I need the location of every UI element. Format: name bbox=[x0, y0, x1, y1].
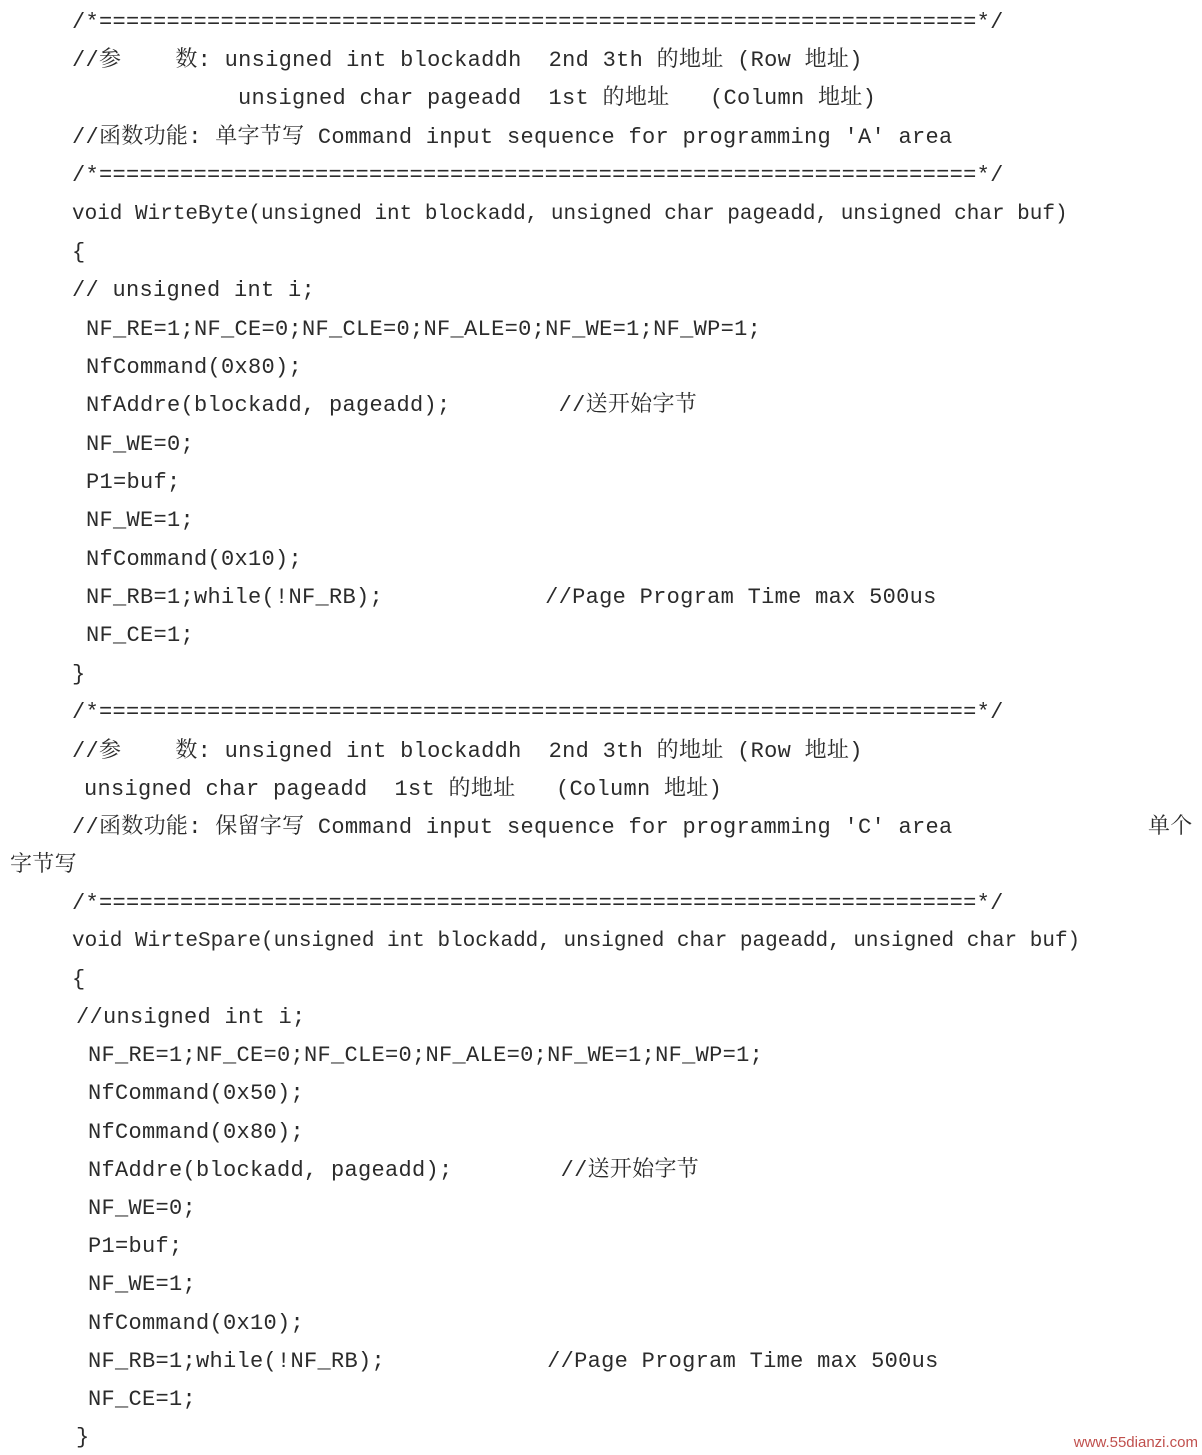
watermark: www.55dianzi.com bbox=[1073, 1434, 1198, 1451]
code-line: P1=buf; bbox=[86, 470, 181, 495]
comment-function-wrap: 字节写 bbox=[10, 853, 77, 878]
code-line: NF_WE=0; bbox=[88, 1196, 197, 1221]
function-signature: void WirteSpare(unsigned int blockadd, unsigned char pageadd, unsigned char buf) bbox=[72, 930, 1081, 953]
code-line: } bbox=[76, 1425, 90, 1450]
code-line: // unsigned int i; bbox=[72, 278, 316, 303]
comment-params-cont: unsigned char pageadd 1st 的地址 (Column 地址) bbox=[84, 777, 723, 802]
comment-function: //函数功能: 单字节写 Command input sequence for programming 'A' area bbox=[72, 125, 953, 150]
comment-params: //参 数: unsigned int blockaddh 2nd 3th 的地址 (Row 地址) bbox=[72, 739, 863, 764]
code-line: NF_RB=1;while(!NF_RB); //Page Program Time max 500us bbox=[86, 585, 937, 610]
code-line: //unsigned int i; bbox=[76, 1005, 306, 1030]
comment-function: //函数功能: 保留字写 Command input sequence for programming 'C' area bbox=[72, 815, 953, 840]
code-line: { bbox=[72, 967, 86, 992]
code-line: P1=buf; bbox=[88, 1234, 183, 1259]
comment-divider: /*=================================================================*/ bbox=[72, 700, 1004, 725]
code-line: NfCommand(0x80); bbox=[86, 355, 303, 380]
code-line: NF_RE=1;NF_CE=0;NF_CLE=0;NF_ALE=0;NF_WE=1;NF_WP=1; bbox=[88, 1043, 764, 1068]
comment-params: //参 数: unsigned int blockaddh 2nd 3th 的地址 (Row 地址) bbox=[72, 48, 863, 73]
code-line: NF_CE=1; bbox=[86, 623, 195, 648]
code-line: NfAddre(blockadd, pageadd); //送开始字节 bbox=[86, 393, 698, 418]
code-line: NF_CE=1; bbox=[88, 1387, 197, 1412]
comment-params-cont: unsigned char pageadd 1st 的地址 (Column 地址) bbox=[238, 86, 877, 111]
function-signature: void WirteByte(unsigned int blockadd, unsigned char pageadd, unsigned char buf) bbox=[72, 203, 1068, 226]
code-line: NF_RE=1;NF_CE=0;NF_CLE=0;NF_ALE=0;NF_WE=1;NF_WP=1; bbox=[86, 317, 762, 342]
code-line: NfCommand(0x10); bbox=[86, 547, 303, 572]
comment-divider: /*=================================================================*/ bbox=[72, 891, 1004, 916]
code-line: { bbox=[72, 240, 86, 265]
comment-divider: /*=================================================================*/ bbox=[72, 10, 1004, 35]
code-line: NfCommand(0x10); bbox=[88, 1311, 305, 1336]
comment-function-wrap-end: 单个 bbox=[1148, 815, 1193, 840]
code-line: NfCommand(0x50); bbox=[88, 1081, 305, 1106]
comment-divider: /*=================================================================*/ bbox=[72, 163, 1004, 188]
code-line: NfAddre(blockadd, pageadd); //送开始字节 bbox=[88, 1158, 700, 1183]
code-line: } bbox=[72, 662, 86, 687]
code-line: NF_WE=0; bbox=[86, 432, 195, 457]
code-line: NF_WE=1; bbox=[86, 508, 195, 533]
code-line: NfCommand(0x80); bbox=[88, 1120, 305, 1145]
code-line: NF_RB=1;while(!NF_RB); //Page Program Time max 500us bbox=[88, 1349, 939, 1374]
code-line: NF_WE=1; bbox=[88, 1272, 197, 1297]
